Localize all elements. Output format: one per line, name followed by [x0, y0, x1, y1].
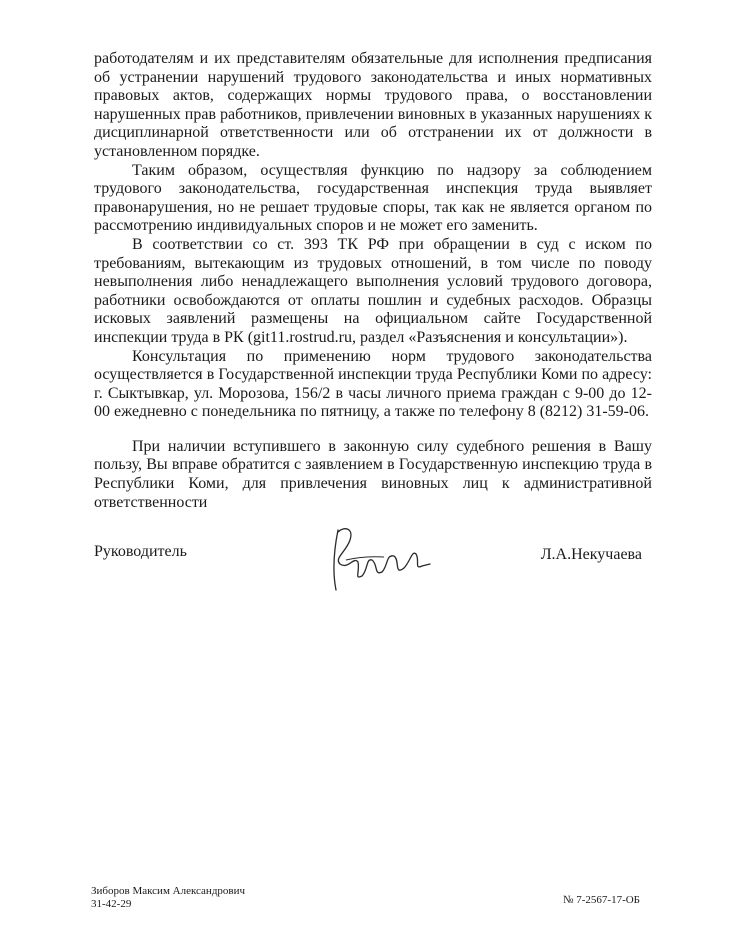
paragraph-2: Таким образом, осуществляя функцию по надзору за соблюдением трудового законодательства, государственная инспекция труда выявляет правонарушения, но не решает трудовые споры, так как не является органом по рассмотрению индивидуальных споров и не может его заменить.: [94, 161, 652, 235]
paragraph-5: При наличии вступившего в законную силу судебного решения в Вашу пользу, Вы вправе обратится с заявлением в Государственную инспекцию труда в Республики Коми, для привлечения виновных лиц к административной ответственности: [94, 437, 652, 511]
document-number: № 7-2567-17-ОБ: [563, 894, 640, 906]
handwritten-signature: [324, 520, 434, 598]
letter-body: [94, 50, 652, 528]
executor-phone: 31-42-29: [91, 898, 132, 910]
signature-row: [94, 540, 652, 600]
executor-name: Зиборов Максим Александрович: [91, 885, 246, 897]
paragraph-3: В соответствии со ст. 393 ТК РФ при обращении в суд с иском по требованиям, вытекающим из трудовых отношений, в том числе по поводу невыполнения либо ненадлежащего выполнения условий трудового договора, работники освобождаются от оплаты пошлин и судебных расходов. Образцы исковых заявлений размещены на официальном сайте Государственной инспекции труда в РК (git11.rostrud.ru, раздел «Разъяснения и консультации»).: [94, 235, 652, 346]
signer-name: Л.А.Некучаева: [540, 546, 642, 563]
paragraph-4: Консультация по применению норм трудового законодательства осуществляется в Государственной инспекции труда Республики Коми по адресу: г. Сыктывкар, ул. Морозова, 156/2 в часы личного приема граждан с 9-00 до 12-00 ежедневно с понедельника по пятницу, а также по телефону 8 (8212) 31-59-06.: [94, 347, 652, 421]
signer-title: Руководитель: [94, 543, 187, 560]
executor-info: [91, 885, 245, 911]
paragraph-1: работодателям и их представителям обязательные для исполнения предписания об устранении нарушений трудового законодательства и иных нормативных правовых актов, содержащих нормы трудового права, о восстановлении нарушенных прав работников, привлечении виновных в указанных нарушениях к дисциплинарной ответственности или об отстранении их от должности в установленном порядке.: [94, 50, 652, 160]
